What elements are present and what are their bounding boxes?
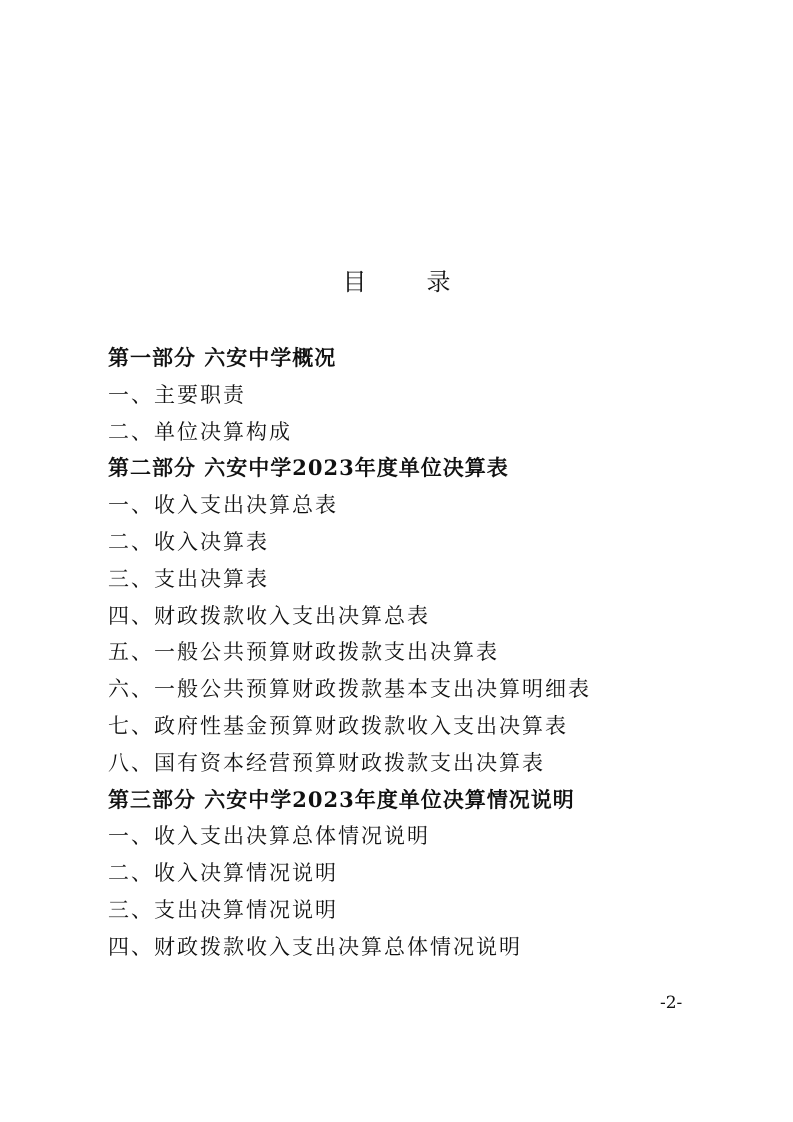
table-of-contents (108, 340, 728, 966)
toc-item: 五、一般公共预算财政拨款支出决算表 (108, 640, 499, 665)
page-number: -2- (660, 993, 683, 1013)
toc-item: 四、财政拨款收入支出决算总体情况说明 (108, 934, 522, 959)
toc-item: 八、国有资本经营预算财政拨款支出决算表 (108, 750, 545, 775)
toc-item: 三、支出决算情况说明 (108, 897, 338, 922)
toc-item: 二、收入决算表 (108, 529, 269, 554)
toc-item: 四、财政拨款收入支出决算总表 (108, 603, 430, 628)
toc-item: 一、收入支出决算总表 (108, 493, 338, 518)
toc-item: 二、收入决算情况说明 (108, 861, 338, 886)
toc-item: 六、一般公共预算财政拨款基本支出决算明细表 (108, 677, 591, 702)
toc-item: 一、主要职责 (108, 382, 246, 407)
toc-item: 一、收入支出决算总体情况说明 (108, 824, 430, 849)
toc-part-1: 第一部分 六安中学概况 (108, 345, 337, 370)
toc-part-2: 第二部分 六安中学2023年度单位决算表 (108, 455, 509, 481)
toc-item: 七、政府性基金预算财政拨款收入支出决算表 (108, 713, 568, 738)
toc-part-3: 第三部分 六安中学2023年度单位决算情况说明 (108, 786, 575, 812)
toc-title: 目 录 (342, 268, 469, 296)
toc-item: 三、支出决算表 (108, 566, 269, 591)
toc-item: 二、单位决算构成 (108, 419, 292, 444)
